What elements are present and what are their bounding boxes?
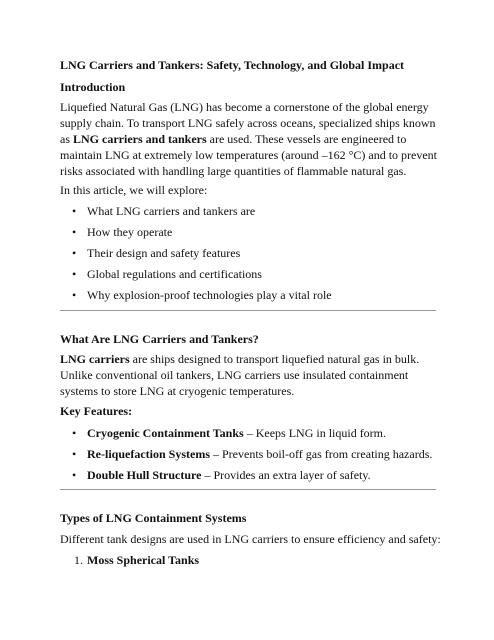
list-item: • How they operate — [60, 224, 440, 245]
list-item — [60, 467, 440, 488]
intro-paragraph — [60, 99, 442, 179]
feature-desc: – Keeps LNG in liquid form. — [243, 426, 387, 440]
section1-paragraph-text: are ships designed to transport liquefied natural gas in bulk. Unlike conventional oil tankers, LNG carriers use insulated containment systems to store LNG at cryogenic temperatures. — [60, 352, 420, 398]
feature-name: Re-liquefaction Systems — [87, 447, 210, 461]
features-list — [60, 425, 440, 488]
list-item — [60, 425, 440, 446]
section2-paragraph: Different tank designs are used in LNG carriers to ensure efficiency and safety: — [60, 532, 441, 546]
section2-heading: Types of LNG Containment Systems — [60, 511, 247, 525]
feature-name: Double Hull Structure — [87, 468, 202, 482]
intro-paragraph-bold: LNG carriers and tankers — [73, 132, 207, 146]
intro-paragraph-text-1: Liquefied Natural Gas (LNG) has become a cornerstone of the global energy supply chain. To transport LNG safely across oceans, specialized ships known as — [60, 100, 436, 146]
feature-name: Cryogenic Containment Tanks — [87, 426, 244, 440]
section1-paragraph — [60, 351, 442, 399]
list-item: • Global regulations and certifications — [60, 266, 440, 287]
section-divider — [60, 310, 436, 311]
explore-line: In this article, we will explore: — [60, 183, 208, 197]
list-number: 1. — [74, 553, 83, 567]
intro-bullet-list — [60, 203, 440, 308]
feature-desc: – Provides an extra layer of safety. — [201, 468, 371, 482]
key-features-heading: Key Features: — [60, 404, 133, 418]
section1-heading: What Are LNG Carriers and Tankers? — [60, 332, 259, 346]
list-item: • Why explosion-proof technologies play a vital role — [60, 287, 440, 308]
numbered-list-item: Moss Spherical Tanks — [87, 553, 200, 567]
list-item: • Their design and safety features — [60, 245, 440, 266]
section1-paragraph-bold: LNG carriers — [60, 352, 130, 366]
document-title: LNG Carriers and Tankers: Safety, Technology, and Global Impact — [60, 58, 405, 72]
list-item — [60, 446, 440, 467]
intro-heading: Introduction — [60, 80, 126, 94]
intro-paragraph-text-2: are used. These vessels are engineered to maintain LNG at extremely low temperatures (around –162 °C) and to prevent risks associated with handling large quantities of flammable natural gas. — [60, 132, 438, 178]
list-item: • What LNG carriers and tankers are — [60, 203, 440, 224]
section-divider — [60, 489, 436, 490]
feature-desc: – Prevents boil-off gas from creating hazards. — [210, 447, 433, 461]
